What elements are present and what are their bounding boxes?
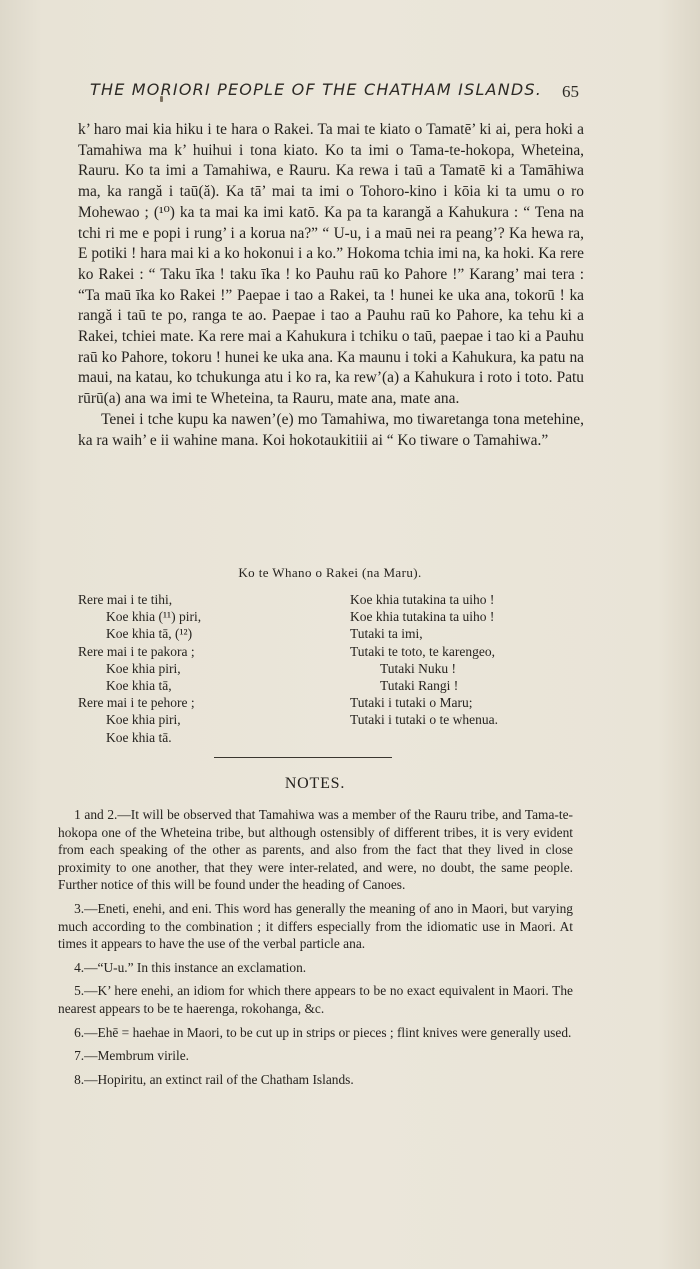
note-item: 6.—Ehē = haehae in Maori, to be cut up in strips or pieces ; flint knives were generally used.	[74, 1024, 572, 1040]
page-number: 65	[562, 82, 579, 101]
chant-line: Koe khia piri,	[106, 712, 181, 728]
chant-line: Tutaki ta imi,	[350, 626, 423, 642]
narrative-paragraph: k’ haro mai kia hiku i te hara o Rakei. Ta mai te kiato o Tamatē’ ki ai, pera hoki a Tamahiwa ma k’ huihui i tona kiato. Ko ta imi o Tama-te-hokopa, Wheteina, Rauru. Ko ta imi a Tamahiwa, e Rauru. Ka rewa i taū a Tamatē ki a Tamāhiwa ma, ka rangă i taū(ă). Ka tā’ mai ta imi o Tohoro-kino i kōia ki ta umu o ro Mohewao ; (¹⁰) ka ta mai ka imi katō. Ka pa ta karangă a Kahukura : “ Tena na tchi ri me e popi i rung’ i a korua na?” “ U-u, i a maū nei ra peang’? Ka hewa ra, E potiki ! hara mai ki a ko hokonui i a ko.” Hokoma tchia imi na, ka hoki. Ka rere ko Rakei : “ Taku īka ! taku īka ! ko Pauhu raū ko Pahore !” Karang’ mai tera : “Ta maū īka ko Rakei !” Paepae i tao a Rakei, ta ! hunei ke uka ana, tokorū ! ka rangă i taū te po, ranga te ao. Paepae i tao a Pauhu raū ko Pahore, ka tehu ki a Rakei, tchiei mate. Ka rere mai a Kahukura i tchiku o taū, paepae i tao ki a Pauhu raū ko Pahore, tokoru ! hunei ke uka ana. Ka maunu i toki a Kahukura, ka patu na maui, na katau, ko tchukunga atu i ko ra, ka rew’(a) a Kahukura i roto i toto. Patu rūrū(a) ana wa imi te Wheteina, ta Rauru, mate ana, mate ana.	[78, 121, 584, 408]
chant-column-right	[350, 591, 498, 729]
chant-line: Koe khia tā.	[106, 729, 172, 745]
note-item: 4.—“U-u.” In this instance an exclamation.	[74, 959, 307, 975]
chant-line: Rere mai i te pakora ;	[78, 643, 195, 659]
notes-heading: NOTES.	[284, 775, 346, 792]
running-title: THE MORIORI PEOPLE OF THE CHATHAM ISLANDS.	[90, 80, 543, 99]
chant-column-left	[78, 591, 201, 746]
chant-line: Tutaki i tutaki o Maru;	[350, 695, 473, 711]
note-item: 3.—Eneti, enehi, and eni. This word has generally the meaning of ano in Maori, but varying much according to the combination ; it differs especially from the idiomatic use in Maori. At times it appears to have the use of the verbal particle ana.	[58, 900, 573, 952]
chant-line: Koe khia tutakina ta uiho !	[350, 609, 495, 625]
narrative-text	[78, 120, 584, 451]
chant-line: Tutaki te toto, te karengeo,	[350, 643, 495, 659]
chant-line: Koe khia tutakina ta uiho !	[350, 592, 495, 607]
narrative-paragraph: Tenei i tche kupu ka nawen’(e) mo Tamahiwa, mo tiwaretanga tona metehine, ka ra waih’ e ii wahine mana. Koi hokotaukitiii ai “ Ko tiware o Tamahiwa.”	[78, 410, 584, 449]
chant-line: Tutaki Nuku !	[380, 660, 457, 676]
notes-list	[58, 806, 573, 1094]
note-item: 8.—Hopiritu, an extinct rail of the Chatham Islands.	[74, 1071, 354, 1087]
note-item: 5.—K’ here enehi, an idiom for which there appears to be no exact equivalent in Maori. The nearest appears to be te haerenga, rokohanga, &c.	[58, 983, 573, 1016]
chant-line: Tutaki Rangi !	[380, 678, 459, 694]
chant-line: Koe khia tā, (¹²)	[106, 626, 193, 642]
chant-line: Koe khia (¹¹) piri,	[106, 609, 202, 625]
chant-line: Koe khia piri,	[106, 660, 181, 676]
chant-title: Ko te Whano o Rakei (na Maru).	[238, 565, 422, 580]
chant-line: Tutaki i tutaki o te whenua.	[350, 712, 498, 728]
section-divider	[214, 757, 392, 758]
chant-line: Rere mai i te pehore ;	[78, 695, 195, 711]
chant-line: Koe khia tā,	[106, 678, 172, 694]
note-item: 7.—Membrum virile.	[74, 1048, 189, 1064]
chant-line: Rere mai i te tihi,	[78, 592, 173, 607]
note-item: 1 and 2.—It will be observed that Tamahiwa was a member of the Rauru tribe, and Tama-te-hokopa one of the Wheteina tribe, but although ostensibly of different tribes, it is very evident from each speaking of the other as parents, and also from the fact that they lived in close proximity to one another, that they were inter-related, and were, no doubt, the same people. Further notice of this will be found under the heading of Canoes.	[58, 807, 573, 893]
